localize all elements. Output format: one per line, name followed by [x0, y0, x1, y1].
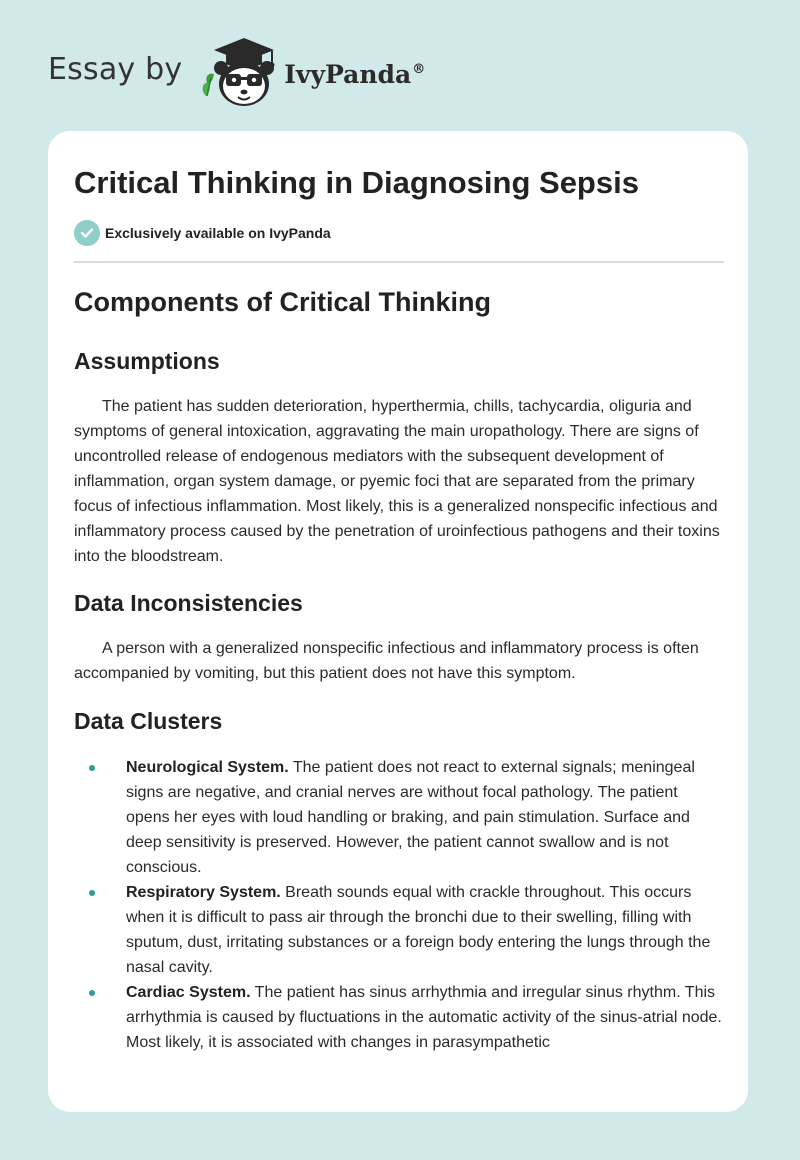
clusters-heading: Data Clusters [74, 708, 223, 734]
section-heading: Components of Critical Thinking [74, 287, 491, 317]
registered-mark: ® [412, 62, 426, 78]
list-item [74, 980, 724, 1055]
assumptions-heading: Assumptions [74, 348, 220, 374]
list-item-text: The patient does not react to external signals; meningeal signs are negative, and cranial nerves are without focal pathology. The patient opens her eyes with loud handling or braking, and pain stimulation. Surface and deep sensitivity is preserved. However, the patient cannot swallow and is not conscious. [126, 759, 695, 876]
brand-name [284, 60, 425, 89]
inconsistencies-paragraph: A person with a generalized nonspecific infectious and inflammatory process is often accompanied by vomiting, but this patient does not have this symptom. [74, 640, 699, 682]
brand-name-text: IvyPanda [284, 59, 412, 89]
list-item-label: Neurological System. [126, 759, 289, 776]
clusters-list [74, 755, 724, 1055]
essay-card [48, 131, 748, 1112]
exclusive-text: Exclusively available on IvyPanda [105, 225, 331, 241]
site-header-logo[interactable] [48, 34, 425, 110]
panda-logo-icon [196, 34, 280, 110]
list-item [74, 755, 724, 880]
list-item-label: Cardiac System. [126, 984, 251, 1001]
exclusive-badge [74, 220, 331, 246]
check-circle-icon [74, 220, 100, 246]
list-item-label: Respiratory System. [126, 884, 281, 901]
list-item-text: Breath sounds equal with crackle throughout. This occurs when it is difficult to pass air through the bronchi due to their swelling, filling with sputum, dust, irritating substances or a foreign body entering the lungs through the nasal cavity. [126, 884, 711, 976]
assumptions-paragraph: The patient has sudden deterioration, hyperthermia, chills, tachycardia, oliguria and symptoms of general intoxication, aggravating the main uropathology. There are signs of uncontrolled release of endogenous mediators with the subsequent development of inflammation, organ system damage, or pyemic foci that are separated from the primary focus of infectious inflammation. Most likely, this is a generalized nonspecific infectious and inflammatory process caused by the penetration of uroinfectious pathogens and their toxins into the bloodstream. [74, 398, 720, 565]
list-item [74, 880, 724, 980]
essay-title: Critical Thinking in Diagnosing Sepsis [74, 165, 639, 200]
list-item-text: The patient has sinus arrhythmia and irregular sinus rhythm. This arrhythmia is caused by fluctuations in the automatic activity of the sinus-atrial node. Most likely, it is associated with changes in parasympathetic [126, 984, 722, 1051]
title-divider [74, 261, 724, 263]
essay-by-text: Essay by [48, 51, 183, 87]
inconsistencies-heading: Data Inconsistencies [74, 590, 303, 616]
